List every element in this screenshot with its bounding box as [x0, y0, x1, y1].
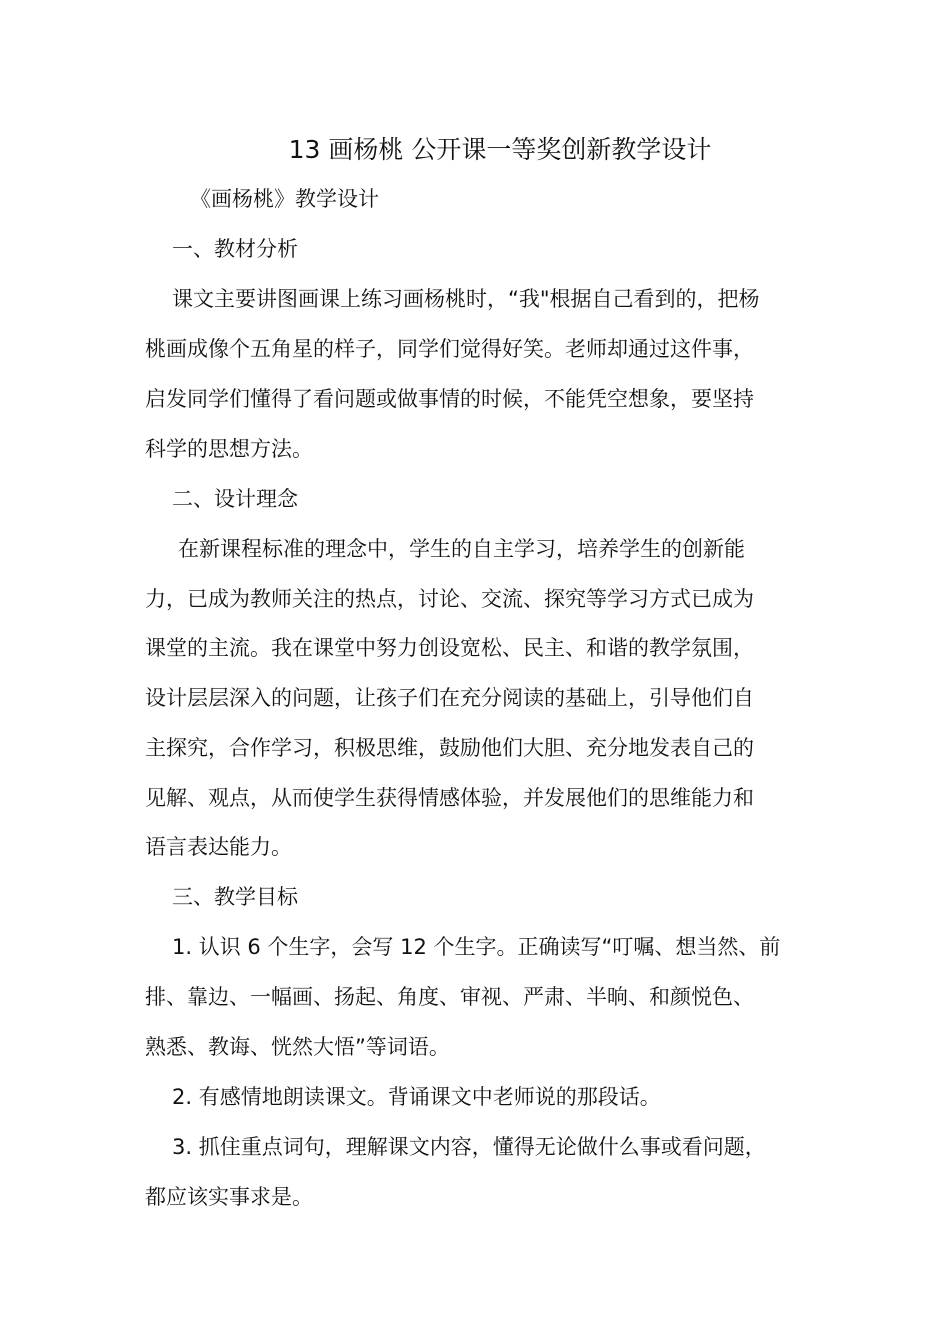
goal-item-1-line: 排、靠边、一幅画、扬起、角度、审视、严肃、半晌、和颜悦色、 — [145, 985, 754, 1009]
document-title: 13 画杨桃 公开课一等奖创新教学设计 — [288, 135, 712, 164]
goal-item-1-line: 熟悉、教诲、恍然大悟”等词语。 — [145, 1035, 450, 1059]
section-heading-textbook-analysis: 一、教材分析 — [172, 237, 298, 261]
paragraph-line: 课文主要讲图画课上练习画杨桃时，“我"根据自己看到的，把杨 — [172, 287, 760, 311]
goal-item-1-line: 1. 认识 6 个生字，会写 12 个生字。正确读写“叮嘱、想当然、前 — [172, 935, 781, 959]
paragraph-line: 科学的思想方法。 — [145, 437, 313, 461]
paragraph-line: 语言表达能力。 — [145, 835, 292, 859]
goal-item-3-line: 3. 抓住重点词句，理解课文内容，懂得无论做什么事或看问题， — [172, 1135, 766, 1159]
paragraph-line: 设计层层深入的问题，让孩子们在充分阅读的基础上，引导他们自 — [145, 686, 754, 710]
paragraph-line: 启发同学们懂得了看问题或做事情的时候，不能凭空想象，要坚持 — [145, 387, 754, 411]
paragraph-line: 在新课程标准的理念中，学生的自主学习，培养学生的创新能 — [178, 537, 745, 561]
paragraph-line: 桃画成像个五角星的样子，同学们觉得好笑。老师却通过这件事， — [145, 337, 754, 361]
section-heading-design-concept: 二、设计理念 — [172, 487, 298, 511]
section-heading-teaching-goals: 三、教学目标 — [172, 885, 298, 909]
paragraph-line: 力，已成为教师关注的热点，讨论、交流、探究等学习方式已成为 — [145, 587, 754, 611]
paragraph-line: 见解、观点，从而使学生获得情感体验，并发展他们的思维能力和 — [145, 786, 754, 810]
goal-item-3-line: 都应该实事求是。 — [145, 1185, 313, 1209]
paragraph-line: 课堂的主流。我在课堂中努力创设宽松、民主、和谐的教学氛围， — [145, 636, 754, 660]
paragraph-line: 主探究，合作学习，积极思维，鼓励他们大胆、充分地发表自己的 — [145, 736, 754, 760]
goal-item-2: 2. 有感情地朗读课文。背诵课文中老师说的那段话。 — [172, 1085, 661, 1109]
document-subtitle: 《画杨桃》教学设计 — [190, 187, 379, 211]
